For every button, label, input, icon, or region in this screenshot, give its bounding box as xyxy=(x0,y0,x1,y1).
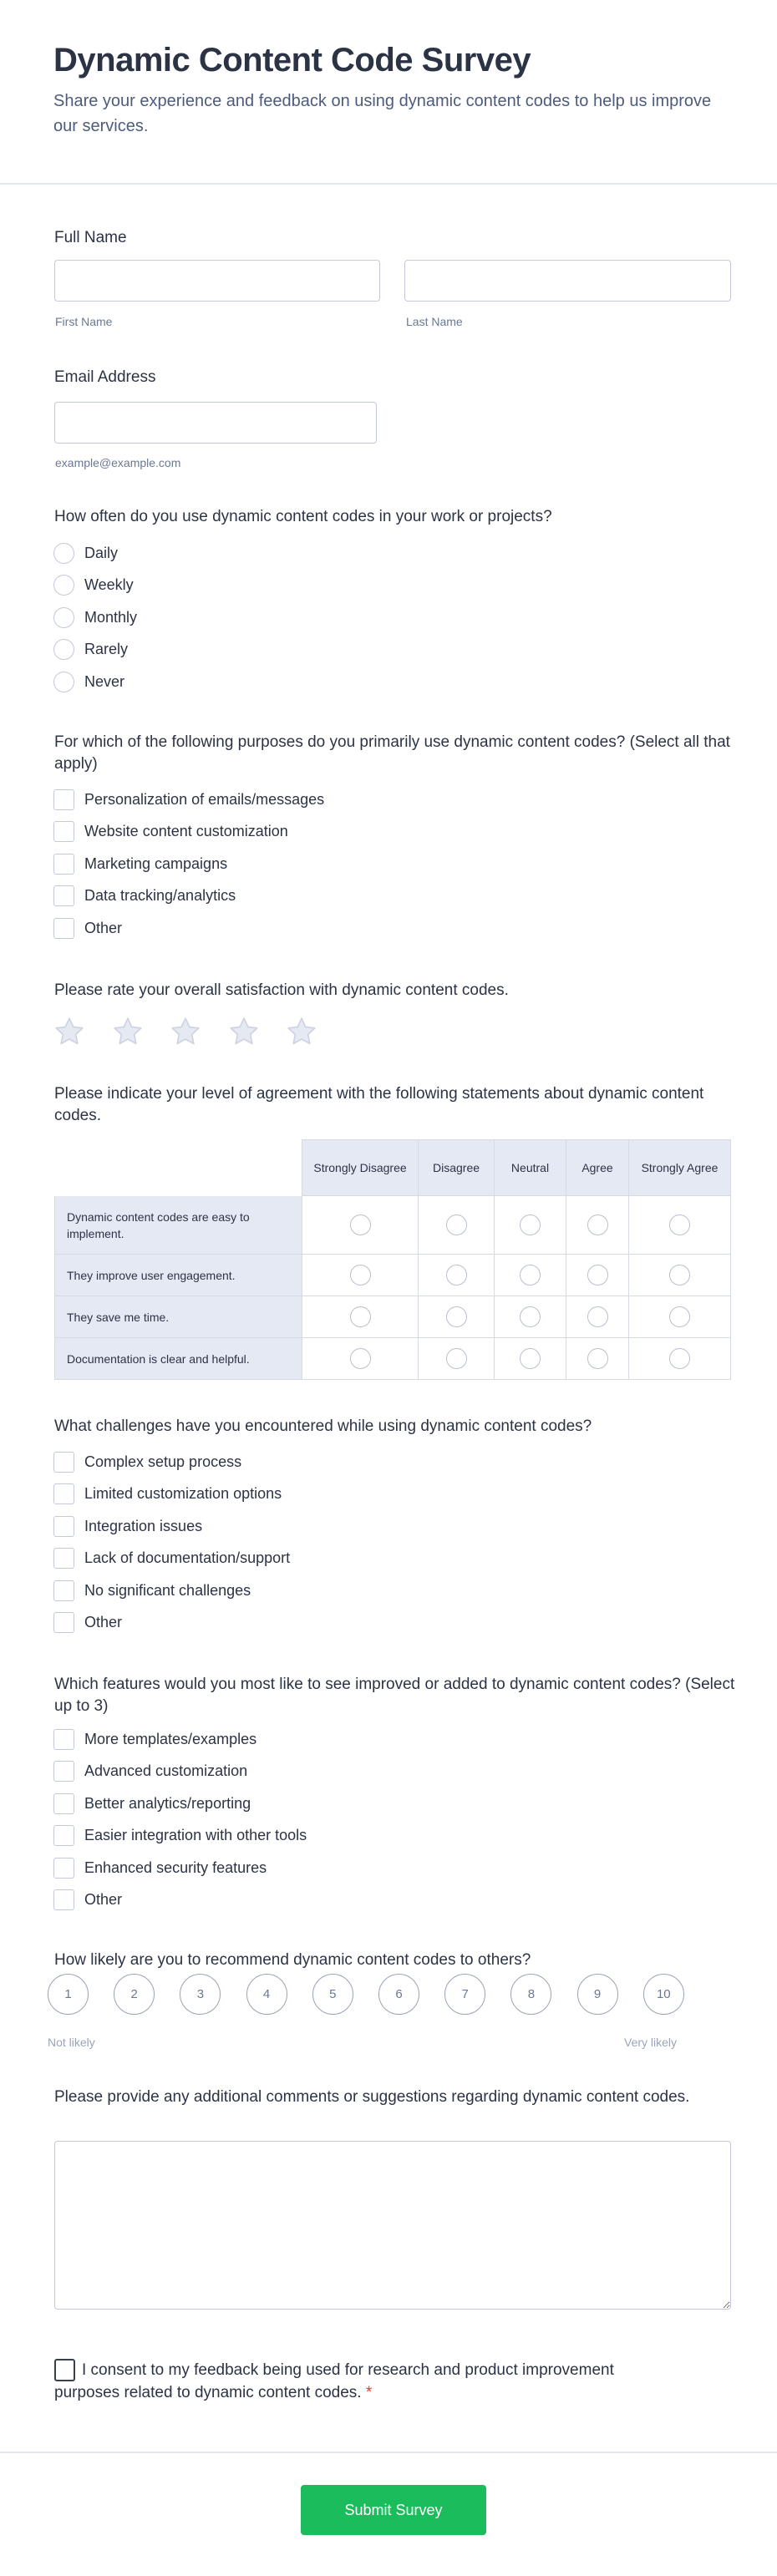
scale-option-9[interactable]: 9 xyxy=(577,1974,618,2015)
matrix-cell xyxy=(566,1255,629,1296)
option-label: Personalization of emails/messages xyxy=(84,790,325,808)
header-divider xyxy=(0,183,777,185)
matrix-radio[interactable] xyxy=(669,1214,690,1235)
matrix-cell xyxy=(629,1296,731,1338)
frequency-option[interactable] xyxy=(53,575,134,596)
star-icon[interactable] xyxy=(53,1015,86,1048)
option-label: Never xyxy=(84,672,125,690)
matrix-cell xyxy=(566,1338,629,1380)
purposes-question: For which of the following purposes do you primarily use dynamic content codes? (Select all that apply) xyxy=(54,733,730,773)
challenges-option[interactable] xyxy=(53,1580,251,1601)
matrix-cell xyxy=(419,1196,495,1255)
option-label: Website content customization xyxy=(84,823,288,839)
checkbox[interactable] xyxy=(53,854,74,875)
option-label: Other xyxy=(84,1891,123,1908)
submit-button[interactable]: Submit Survey xyxy=(301,2485,486,2535)
scale-low-label: Not likely xyxy=(48,2036,95,2049)
recommend-question: How likely are you to recommend dynamic content codes to others? xyxy=(54,1951,531,1969)
matrix-cell xyxy=(629,1255,731,1296)
frequency-option[interactable] xyxy=(53,606,137,628)
radio-button[interactable] xyxy=(53,672,74,692)
checkbox[interactable] xyxy=(53,1793,74,1814)
option-label: Integration issues xyxy=(84,1517,203,1534)
matrix-cell xyxy=(419,1255,495,1296)
features-option[interactable] xyxy=(53,1793,251,1814)
checkbox[interactable] xyxy=(53,1729,74,1750)
matrix-radio[interactable] xyxy=(446,1306,467,1327)
matrix-radio[interactable] xyxy=(520,1348,541,1369)
scale-option-5[interactable]: 5 xyxy=(312,1974,353,2015)
challenges-option[interactable] xyxy=(53,1483,282,1505)
option-label: Rarely xyxy=(84,641,129,657)
matrix-cell xyxy=(302,1338,419,1380)
checkbox[interactable] xyxy=(53,821,74,842)
required-mark: * xyxy=(365,2384,373,2402)
matrix-cell xyxy=(302,1255,419,1296)
frequency-option[interactable] xyxy=(53,639,128,661)
option-label: Marketing campaigns xyxy=(84,854,228,872)
last-name-sublabel: Last Name xyxy=(406,315,463,328)
scale-option-2[interactable]: 2 xyxy=(114,1974,155,2015)
matrix-cell xyxy=(302,1196,419,1255)
option-label: No significant challenges xyxy=(84,1581,251,1599)
option-label: Other xyxy=(84,1614,123,1630)
option-label: Limited customization options xyxy=(84,1485,282,1502)
matrix-radio[interactable] xyxy=(350,1265,371,1285)
radio-button[interactable] xyxy=(53,575,74,596)
matrix-cell xyxy=(419,1338,495,1380)
matrix-cell xyxy=(495,1196,566,1255)
matrix-radio[interactable] xyxy=(669,1348,690,1369)
matrix-column-header: Agree xyxy=(566,1139,629,1196)
option-label: Enhanced security features xyxy=(84,1858,267,1876)
option-label: Data tracking/analytics xyxy=(84,887,236,904)
matrix-cell xyxy=(495,1296,566,1338)
matrix-row xyxy=(54,1196,731,1255)
matrix-radio[interactable] xyxy=(587,1306,608,1327)
scale-option-7[interactable]: 7 xyxy=(444,1974,485,2015)
star-icon[interactable] xyxy=(285,1015,318,1048)
matrix-column-header: Strongly Disagree xyxy=(302,1139,419,1196)
scale-option-6[interactable]: 6 xyxy=(378,1974,419,2015)
matrix-radio[interactable] xyxy=(669,1306,690,1327)
checkbox[interactable] xyxy=(53,1548,74,1569)
full-name-label: Full Name xyxy=(54,229,127,246)
challenges-question: What challenges have you encountered while using dynamic content codes? xyxy=(54,1417,592,1435)
comments-question: Please provide any additional comments or suggestions regarding dynamic content codes. xyxy=(54,2088,690,2106)
matrix-radio[interactable] xyxy=(446,1265,467,1285)
features-option[interactable] xyxy=(53,1889,122,1911)
matrix-cell xyxy=(566,1296,629,1338)
checkbox[interactable] xyxy=(53,1580,74,1601)
matrix-row xyxy=(54,1338,731,1380)
matrix-row-label: Dynamic content codes are easy to implement. xyxy=(54,1196,302,1255)
matrix-column-header: Strongly Agree xyxy=(629,1139,731,1196)
checkbox[interactable] xyxy=(53,1761,74,1782)
matrix-cell xyxy=(566,1196,629,1255)
scale-option-4[interactable]: 4 xyxy=(246,1974,287,2015)
matrix-radio[interactable] xyxy=(350,1306,371,1327)
comments-textarea[interactable] xyxy=(54,2141,731,2310)
matrix-cell xyxy=(495,1338,566,1380)
matrix-cell xyxy=(629,1338,731,1380)
matrix-column-header: Disagree xyxy=(419,1139,495,1196)
matrix-radio[interactable] xyxy=(520,1306,541,1327)
radio-button[interactable] xyxy=(53,607,74,628)
matrix-row xyxy=(54,1296,731,1338)
option-label: Other xyxy=(84,919,123,936)
features-option[interactable] xyxy=(53,1825,307,1847)
matrix-radio[interactable] xyxy=(587,1348,608,1369)
option-label: Lack of documentation/support xyxy=(84,1549,291,1566)
purposes-option[interactable] xyxy=(53,853,227,875)
purposes-option[interactable] xyxy=(53,885,236,907)
frequency-question: How often do you use dynamic content codes in your work or projects? xyxy=(54,508,552,525)
scale-option-1[interactable]: 1 xyxy=(48,1974,89,2015)
matrix-cell xyxy=(629,1196,731,1255)
challenges-option[interactable] xyxy=(53,1612,122,1634)
checkbox[interactable] xyxy=(53,1825,74,1846)
option-label: Easier integration with other tools xyxy=(84,1827,307,1843)
star-icon[interactable] xyxy=(169,1015,202,1048)
page-title: Dynamic Content Code Survey xyxy=(53,42,531,79)
email-label: Email Address xyxy=(54,368,156,386)
star-icon[interactable] xyxy=(227,1015,261,1048)
matrix-radio[interactable] xyxy=(520,1214,541,1235)
option-label: Better analytics/reporting xyxy=(84,1794,251,1812)
consent-field xyxy=(54,2359,639,2404)
matrix-column-header: Neutral xyxy=(495,1139,566,1196)
consent-checkbox[interactable] xyxy=(54,2359,75,2381)
checkbox[interactable] xyxy=(53,1858,74,1879)
features-option[interactable] xyxy=(53,1857,267,1879)
satisfaction-question: Please rate your overall satisfaction with dynamic content codes. xyxy=(54,981,509,999)
scale-option-8[interactable]: 8 xyxy=(510,1974,551,2015)
checkbox[interactable] xyxy=(53,1483,74,1504)
matrix-row-label: Documentation is clear and helpful. xyxy=(54,1338,302,1380)
purposes-option[interactable] xyxy=(53,821,288,843)
matrix-radio[interactable] xyxy=(446,1214,467,1235)
star-icon[interactable] xyxy=(111,1015,145,1048)
matrix-radio[interactable] xyxy=(446,1348,467,1369)
checkbox[interactable] xyxy=(53,1452,74,1473)
radio-button[interactable] xyxy=(53,639,74,660)
purposes-option[interactable] xyxy=(53,917,122,939)
challenges-option[interactable] xyxy=(53,1451,241,1473)
checkbox[interactable] xyxy=(53,1889,74,1910)
option-label: Complex setup process xyxy=(84,1453,242,1470)
matrix-cell xyxy=(419,1296,495,1338)
matrix-radio[interactable] xyxy=(350,1348,371,1369)
option-label: Monthly xyxy=(84,608,138,626)
option-label: More templates/examples xyxy=(84,1730,257,1747)
matrix-radio[interactable] xyxy=(587,1214,608,1235)
checkbox[interactable] xyxy=(53,1516,74,1537)
first-name-input[interactable] xyxy=(54,260,380,302)
checkbox[interactable] xyxy=(53,885,74,906)
challenges-option[interactable] xyxy=(53,1515,202,1537)
scale-high-label: Very likely xyxy=(624,2036,678,2049)
matrix-corner xyxy=(54,1139,302,1196)
consent-label: I consent to my feedback being used for research and product improvement purposes related to dynamic content codes. xyxy=(54,2361,614,2402)
challenges-option[interactable] xyxy=(53,1548,290,1569)
features-option[interactable] xyxy=(53,1761,247,1782)
checkbox[interactable] xyxy=(53,918,74,939)
features-question: Which features would you most like to see improved or added to dynamic content codes? (Select up to 3) xyxy=(54,1676,735,1715)
purposes-option[interactable] xyxy=(53,789,324,810)
features-option[interactable] xyxy=(53,1728,256,1750)
agreement-question: Please indicate your level of agreement with the following statements about dynamic content codes. xyxy=(54,1085,704,1124)
frequency-option[interactable] xyxy=(53,671,124,692)
option-label: Daily xyxy=(84,544,119,561)
email-input[interactable] xyxy=(54,402,377,444)
footer-divider xyxy=(0,2452,777,2453)
option-label: Weekly xyxy=(84,576,134,593)
agreement-matrix xyxy=(54,1139,731,1380)
first-name-sublabel: First Name xyxy=(55,315,113,328)
checkbox[interactable] xyxy=(53,1612,74,1633)
matrix-radio[interactable] xyxy=(520,1265,541,1285)
radio-button[interactable] xyxy=(53,543,74,564)
scale-option-3[interactable]: 3 xyxy=(180,1974,221,2015)
matrix-row-label: They improve user engagement. xyxy=(54,1255,302,1296)
page-subtitle: Share your experience and feedback on using dynamic content codes to help us improve our services. xyxy=(53,92,712,135)
matrix-cell xyxy=(302,1296,419,1338)
email-helper: example@example.com xyxy=(55,456,181,469)
matrix-radio[interactable] xyxy=(669,1265,690,1285)
matrix-row xyxy=(54,1255,731,1296)
scale-option-10[interactable]: 10 xyxy=(643,1974,684,2015)
option-label: Advanced customization xyxy=(84,1762,248,1779)
matrix-row-label: They save me time. xyxy=(54,1296,302,1338)
checkbox[interactable] xyxy=(53,789,74,810)
frequency-option[interactable] xyxy=(53,542,118,564)
matrix-cell xyxy=(495,1255,566,1296)
matrix-radio[interactable] xyxy=(587,1265,608,1285)
last-name-input[interactable] xyxy=(404,260,731,302)
matrix-radio[interactable] xyxy=(350,1214,371,1235)
